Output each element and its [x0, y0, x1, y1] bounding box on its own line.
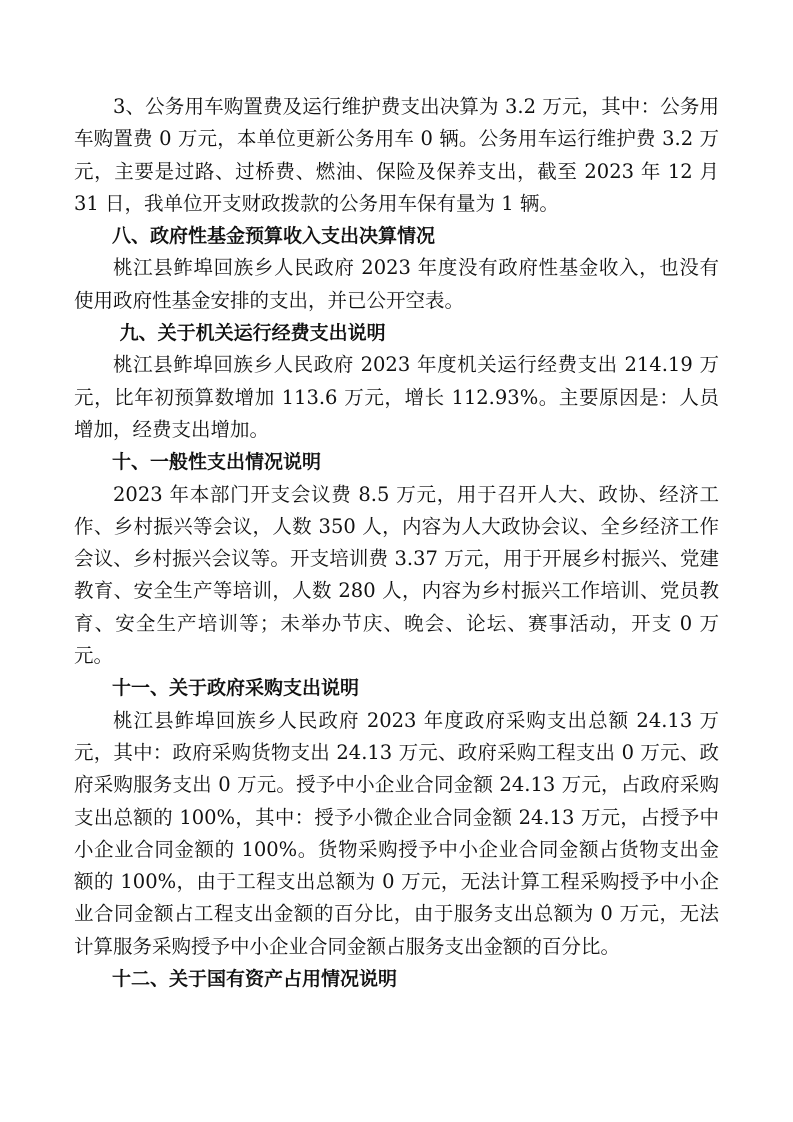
paragraph-vehicle-expenses: 3、公务用车购置费及运行维护费支出决算为 3.2 万元，其中：公务用车购置费 0 万元，本单位更新公务用车 0 辆。公务用车运行维护费 3.2 万元，主要是过路、过桥费、燃油、保险及保养支出，截至 2023 年 12 月 31 日，我单位开支财政拨款的公务用车保有量为 1 辆。: [74, 95, 719, 215]
heading-government-fund: 八、政府性基金预算收入支出决算情况: [112, 225, 436, 248]
paragraph-operating-expenses: 桃江县鲊埠回族乡人民政府 2023 年度机关运行经费支出 214.19 万元，比年初预算数增加 113.6 万元，增长 112.93%。主要原因是：人员增加，经费支出增加。: [74, 353, 719, 441]
heading-operating-expenses: 九、关于机关运行经费支出说明: [119, 322, 386, 345]
paragraph-procurement: 桃江县鲊埠回族乡人民政府 2023 年度政府采购支出总额 24.13 万元，其中：政府采购货物支出 24.13 万元、政府采购工程支出 0 万元、政府采购服务支出 0 万元。授予中小企业合同金额 24.13 万元，占政府采购支出总额的 100%，其中：授予小微企业合同金额 24.13 万元，占授予中小企业合同金额的 100%。货物采购授予中小企业合同金额占货物支出金额的 100%，由于工程支出总额为 0 万元，无法计算工程采购授予中小企业合同金额占工程支出金额的百分比，由于服务支出总额为 0 万元，无法计算服务采购授予中小企业合同金额占服务支出金额的百分比。: [74, 708, 719, 958]
paragraph-government-fund: 桃江县鲊埠回族乡人民政府 2023 年度没有政府性基金收入，也没有使用政府性基金安排的支出，并已公开空表。: [74, 256, 719, 312]
heading-state-assets: 十二、关于国有资产占用情况说明: [112, 968, 398, 991]
heading-general-expenditure: 十、一般性支出情况说明: [112, 451, 322, 474]
paragraph-general-expenditure: 2023 年本部门开支会议费 8.5 万元，用于召开人大、政协、经济工作、乡村振兴等会议，人数 350 人，内容为人大政协会议、全乡经济工作会议、乡村振兴会议等。开支培训费 3.37 万元，用于开展乡村振兴、党建教育、安全生产等培训，人数 280 人，内容为乡村振兴工作培训、党员教育、安全生产培训等；未举办节庆、晚会、论坛、赛事活动，开支 0 万元。: [74, 482, 719, 668]
heading-procurement: 十一、关于政府采购支出说明: [112, 677, 360, 700]
